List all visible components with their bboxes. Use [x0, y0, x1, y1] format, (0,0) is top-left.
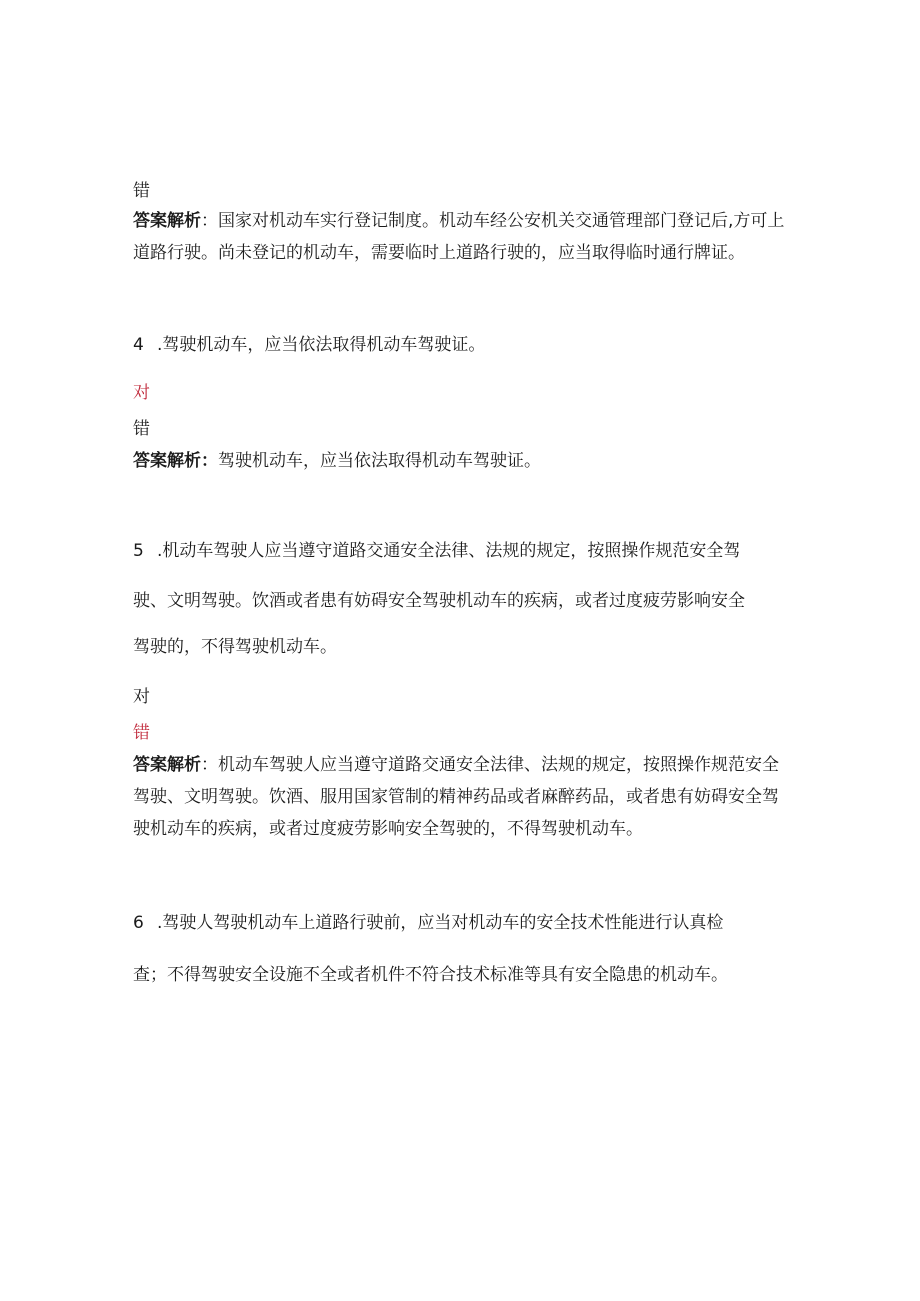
analysis-text: 驾驶、文明驾驶。饮酒、服用国家管制的精神药品或者麻醉药品，或者患有妨碍安全驾 — [133, 787, 779, 807]
analysis-text: ：机动车驾驶人应当遵守道路交通安全法律、法规的规定，按照操作规范安全 — [201, 755, 779, 775]
option-right[interactable]: 对 — [133, 687, 150, 707]
option-wrong[interactable]: 错 — [133, 419, 150, 439]
question-text: 查；不得驾驶安全设施不全或者机件不符合技术标准等具有安全隐患的机动车。 — [133, 965, 728, 985]
question-text: .驾驶机动车，应当依法取得机动车驾驶证。 — [157, 335, 486, 355]
question-number: 4 — [133, 335, 144, 355]
question-number: 6 — [133, 913, 144, 933]
question-4 — [133, 334, 485, 356]
analysis-label: 答案解析： — [133, 451, 218, 471]
question-number: 5 — [133, 541, 144, 561]
question-text: .驾驶人驾驶机动车上道路行驶前，应当对机动车的安全技术性能进行认真检 — [157, 913, 724, 933]
option-wrong[interactable]: 错 — [133, 181, 150, 201]
analysis-line — [133, 450, 541, 472]
question-text: 驶、文明驾驶。饮酒或者患有妨碍安全驾驶机动车的疾病，或者过度疲劳影响安全 — [133, 591, 745, 611]
analysis-line — [133, 754, 779, 776]
analysis-text: 驶机动车的疾病，或者过度疲劳影响安全驾驶的，不得驾驶机动车。 — [133, 819, 643, 839]
analysis-label: 答案解析 — [133, 211, 201, 231]
analysis-label: 答案解析 — [133, 755, 201, 775]
question-6 — [133, 912, 723, 934]
analysis-line — [133, 210, 784, 232]
question-text: .机动车驾驶人应当遵守道路交通安全法律、法规的规定，按照操作规范安全驾 — [157, 541, 741, 561]
option-right[interactable]: 对 — [133, 383, 150, 403]
question-text: 驾驶的，不得驾驶机动车。 — [133, 637, 337, 657]
question-5 — [133, 540, 740, 562]
analysis-text: 驾驶机动车，应当依法取得机动车驾驶证。 — [218, 451, 541, 471]
option-wrong[interactable]: 错 — [133, 723, 150, 743]
analysis-text: 道路行驶。尚未登记的机动车，需要临时上道路行驶的，应当取得临时通行牌证。 — [133, 243, 745, 263]
analysis-text: ：国家对机动车实行登记制度。机动车经公安机关交通管理部门登记后,方可上 — [201, 211, 785, 231]
